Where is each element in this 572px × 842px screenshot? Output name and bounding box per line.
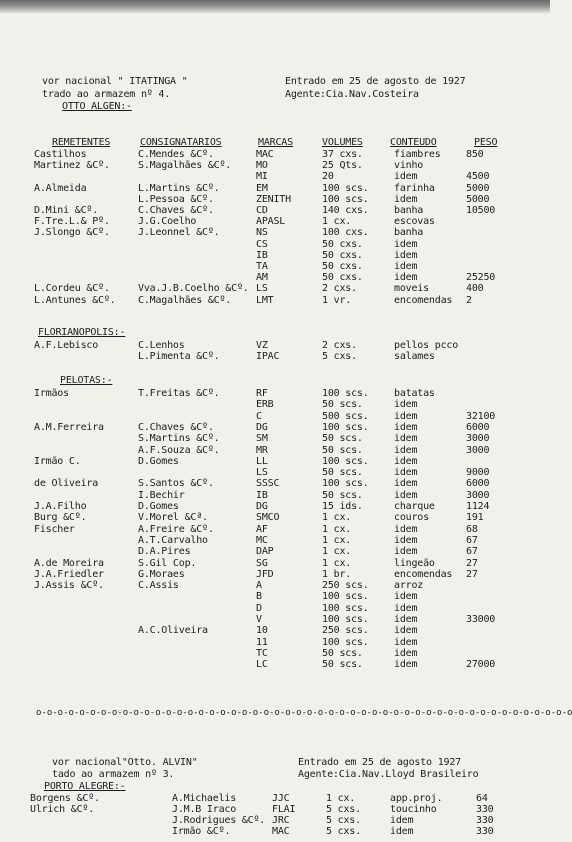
cell-r11-c2: SMCO: [256, 512, 280, 524]
cell-r0-c1: T.Freitas &Cº.: [138, 388, 220, 399]
cell-r12-c4: idem: [394, 523, 418, 535]
cell-r9-c4: idem: [394, 249, 418, 261]
cell-r1-c1: J.M.B Iraco: [172, 804, 237, 815]
section-heading-florianopolis: FLORIANOPOLIS:-: [38, 327, 126, 338]
cell-r0-c1: C.Mendes &Cº.: [138, 149, 214, 160]
cell-r18-c3: 100 scs.: [322, 591, 369, 603]
cell-r1-c1: L.Pimenta &Cº.: [138, 351, 220, 363]
cell-r16-c5: 27: [466, 568, 478, 580]
cell-r1-c3: 5 cxs.: [326, 804, 361, 815]
scan-top-edge: [0, 0, 550, 14]
cell-r2-c2: JRC: [272, 815, 290, 826]
cell-r1-c4: vinho: [394, 160, 424, 172]
cell-r8-c1: S.Santos &Cº.: [138, 478, 214, 490]
cell-r12-c0: L.Cordeu &Cº.: [34, 283, 110, 295]
cell-r7-c2: LS: [256, 467, 268, 479]
cell-r18-c2: B: [256, 591, 262, 603]
origin-heading-2: PORTO ALEGRE:-: [44, 781, 126, 792]
cell-r10-c3: 15 ids.: [322, 501, 363, 512]
ship-line: vor nacional " ITATINGA ": [42, 76, 188, 87]
cell-r10-c0: J.A.Filho: [34, 501, 87, 512]
cell-r0-c2: JJC: [272, 793, 290, 804]
cell-r5-c4: banha: [394, 205, 424, 216]
cell-r12-c4: moveis: [394, 283, 429, 295]
cell-r0-c2: MAC: [256, 149, 274, 160]
cell-r6-c3: 100 scs.: [322, 455, 369, 467]
cell-r2-c3: 20: [322, 171, 334, 183]
cell-r10-c5: 1124: [466, 501, 490, 512]
cell-r1-c5: 330: [476, 804, 494, 815]
cell-r0-c4: app.proj.: [390, 793, 443, 804]
cell-r7-c0: J.Slongo &Cº.: [34, 227, 110, 239]
cell-r4-c5: 3000: [466, 433, 490, 445]
cell-r11-c3: 50 cxs.: [322, 272, 363, 284]
cell-r2-c4: idem: [394, 171, 418, 183]
cell-r8-c0: de Oliveira: [34, 478, 99, 490]
cell-r5-c0: D.Mini &Cº.: [34, 205, 99, 216]
cell-r1-c3: 25 Qts.: [322, 160, 363, 172]
cell-r15-c2: SG: [256, 557, 268, 569]
cell-r5-c5: 3000: [466, 444, 490, 456]
cell-r1-c1: S.Magalhães &Cº.: [138, 160, 232, 172]
cell-r0-c3: 2 cxs.: [322, 340, 357, 351]
cell-r10-c3: 50 cxs.: [322, 261, 363, 272]
arrival-date-2: Entrado em 25 de agosto 1927: [298, 757, 461, 768]
cell-r6-c2: APASL: [256, 216, 286, 228]
cell-r3-c4: farinha: [394, 182, 435, 194]
cell-r3-c5: 5000: [466, 182, 490, 194]
cell-r13-c0: L.Antunes &Cº.: [34, 294, 116, 306]
cell-r10-c4: idem: [394, 261, 418, 272]
cell-r11-c4: couros: [394, 512, 429, 524]
cell-r6-c3: 1 cx.: [322, 216, 352, 228]
cell-r10-c1: D.Gomes: [138, 501, 179, 512]
cell-r0-c3: 1 cx.: [326, 793, 356, 804]
cell-r15-c0: A.de Moreira: [34, 557, 104, 569]
cell-r24-c4: idem: [394, 659, 418, 671]
cell-r9-c3: 50 cxs.: [322, 249, 363, 261]
agent-line-2: Agente:Cia.Nav.Lloyd Brasileiro: [298, 769, 479, 780]
cell-r3-c4: idem: [390, 826, 414, 837]
cell-r10-c2: TA: [256, 261, 268, 272]
cell-r1-c0: Martinez &Cº.: [34, 160, 110, 172]
cell-r20-c2: V: [256, 614, 262, 625]
cell-r0-c0: A.F.Lebisco: [34, 340, 99, 351]
cell-r14-c4: idem: [394, 546, 418, 558]
cell-r16-c0: J.A.Friedler: [34, 568, 104, 580]
cell-r2-c4: idem: [390, 815, 414, 826]
cell-r4-c1: L.Pessoa &Cº.: [138, 193, 214, 205]
cell-r6-c4: idem: [394, 455, 418, 467]
cell-r1-c3: 50 scs.: [322, 399, 363, 411]
cell-r21-c4: idem: [394, 625, 418, 637]
cell-r10-c2: DG: [256, 501, 268, 512]
cell-r0-c2: VZ: [256, 340, 268, 351]
cell-r8-c2: SSSC: [256, 478, 280, 490]
col-header-remetentes: REMETENTES: [52, 137, 111, 148]
cell-r12-c1: Vva.J.B.Coelho &Cº.: [138, 283, 249, 295]
cell-r13-c5: 2: [466, 294, 472, 306]
cell-r9-c1: I.Bechir: [138, 489, 185, 501]
cell-r0-c1: C.Lenhos: [138, 340, 185, 351]
cell-r19-c3: 100 scs.: [322, 602, 369, 614]
section-heading-pelotas: PELOTAS:-: [60, 375, 113, 386]
cell-r8-c3: 100 scs.: [322, 478, 369, 490]
cell-r18-c4: idem: [394, 591, 418, 603]
cell-r5-c3: 140 cxs.: [322, 205, 369, 216]
cell-r5-c1: A.F.Souza &Cº.: [138, 444, 220, 456]
cell-r0-c3: 100 scs.: [322, 388, 369, 399]
cell-r0-c0: Irmãos: [34, 388, 69, 399]
arrival-date: Entrado em 25 de agosto de 1927: [285, 76, 466, 87]
cell-r23-c3: 50 scs.: [322, 647, 363, 659]
cell-r7-c4: banha: [394, 227, 424, 239]
cell-r13-c5: 67: [466, 534, 478, 546]
cell-r6-c1: D.Gomes: [138, 455, 179, 467]
col-header-consignatarios: CONSIGNATARIOS: [140, 137, 222, 148]
cell-r0-c0: Borgens &Cº.: [30, 793, 100, 804]
cell-r7-c3: 50 scs.: [322, 467, 363, 479]
cell-r11-c5: 25250: [466, 272, 496, 284]
cell-r13-c2: LMT: [256, 294, 274, 306]
cell-r4-c1: S.Martins &Cº.: [138, 433, 220, 445]
cell-r7-c4: idem: [394, 467, 418, 479]
cell-r12-c0: Fischer: [34, 523, 75, 535]
cell-r6-c4: escovas: [394, 216, 435, 228]
cell-r3-c1: C.Chaves &Cº.: [138, 421, 214, 433]
cell-r5-c1: C.Chaves &Cº.: [138, 205, 214, 216]
cell-r1-c2: MO: [256, 160, 268, 172]
cell-r8-c4: idem: [394, 238, 418, 250]
cell-r7-c3: 100 cxs.: [322, 227, 369, 239]
cell-r3-c2: EM: [256, 182, 268, 194]
cell-r17-c3: 250 scs.: [322, 580, 369, 592]
cell-r3-c3: 5 cxs.: [326, 826, 361, 837]
cell-r14-c3: 1 cx.: [322, 546, 352, 558]
cell-r13-c1: A.T.Carvalho: [138, 534, 208, 546]
cell-r3-c5: 330: [476, 826, 494, 837]
warehouse-line-2: tado ao armazem nº 3.: [52, 769, 175, 780]
cell-r2-c1: J.Rodrigues &Cº.: [172, 815, 266, 826]
cell-r2-c5: 32100: [466, 410, 496, 422]
cell-r5-c4: idem: [394, 444, 418, 456]
cell-r17-c0: J.Assis &Cº.: [34, 580, 104, 592]
cell-r8-c4: idem: [394, 478, 418, 490]
cell-r21-c1: A.C.Oliveira: [138, 625, 208, 637]
cell-r15-c4: lingeão: [394, 557, 435, 569]
cell-r11-c2: AM: [256, 272, 268, 284]
cell-r4-c5: 5000: [466, 193, 490, 205]
cell-r12-c5: 68: [466, 523, 478, 535]
ship-line-2: vor nacional"Otto. ALVIN": [52, 757, 198, 768]
cell-r12-c2: LS: [256, 283, 268, 295]
cell-r11-c3: 1 cx.: [322, 512, 352, 524]
cell-r3-c0: A.Almeida: [34, 182, 87, 194]
cell-r1-c3: 5 cxs.: [322, 351, 357, 363]
cell-r13-c3: 1 vr.: [322, 294, 352, 306]
cell-r9-c5: 3000: [466, 489, 490, 501]
cell-r19-c4: idem: [394, 602, 418, 614]
cell-r17-c4: arroz: [394, 580, 424, 592]
cell-r3-c4: idem: [394, 421, 418, 433]
cell-r23-c4: idem: [394, 647, 418, 659]
cell-r7-c5: 9000: [466, 467, 490, 479]
cell-r3-c2: DG: [256, 421, 268, 433]
cell-r2-c2: MI: [256, 171, 268, 183]
cell-r23-c2: TC: [256, 647, 268, 659]
cell-r6-c0: F.Tre.L.& Pº.: [34, 216, 110, 228]
cell-r10-c4: charque: [394, 501, 435, 512]
cell-r4-c3: 50 scs.: [322, 433, 363, 445]
cell-r4-c4: idem: [394, 193, 418, 205]
cell-r9-c3: 50 scs.: [322, 489, 363, 501]
cell-r17-c2: A: [256, 580, 262, 592]
cell-r9-c2: IB: [256, 489, 268, 501]
cell-r1-c4: toucinho: [390, 804, 437, 815]
cell-r17-c1: C.Assis: [138, 580, 179, 592]
cell-r11-c4: idem: [394, 272, 418, 284]
cell-r11-c0: Burg &Cº.: [34, 512, 87, 524]
cell-r22-c3: 100 scs.: [322, 636, 369, 648]
cell-r2-c3: 500 scs.: [322, 410, 369, 422]
cell-r12-c5: 400: [466, 283, 484, 295]
cell-r3-c5: 6000: [466, 421, 490, 433]
cell-r5-c5: 10500: [466, 205, 496, 216]
cell-r20-c5: 33000: [466, 614, 496, 625]
origin-heading: OTTO ALGEN:-: [62, 101, 132, 112]
cell-r8-c5: 6000: [466, 478, 490, 490]
cell-r0-c3: 37 cxs.: [322, 149, 363, 160]
cell-r5-c2: MR: [256, 444, 268, 456]
cell-r2-c3: 5 cxs.: [326, 815, 361, 826]
cell-r2-c5: 330: [476, 815, 494, 826]
cell-r16-c1: G.Moraes: [138, 568, 185, 580]
cell-r13-c4: encomendas: [394, 294, 453, 306]
cell-r16-c2: JFD: [256, 568, 274, 580]
cell-r15-c3: 1 cx.: [322, 557, 352, 569]
cell-r6-c0: Irmão C.: [34, 455, 81, 467]
cell-r3-c1: L.Martins &Cº.: [138, 182, 220, 194]
cell-r0-c0: Castilhos: [34, 149, 87, 160]
col-header-conteudo: CONTEUDO: [390, 137, 437, 148]
cell-r0-c2: RF: [256, 388, 268, 399]
cell-r4-c2: ZENITH: [256, 193, 291, 205]
cell-r13-c2: MC: [256, 534, 268, 546]
cell-r1-c4: salames: [394, 351, 435, 363]
cell-r7-c1: J.Leonnel &Cº.: [138, 227, 220, 239]
cell-r20-c4: idem: [394, 614, 418, 625]
cell-r11-c1: V.Morel &Cª.: [138, 512, 208, 524]
cell-r11-c5: 191: [466, 512, 484, 524]
cell-r7-c2: NS: [256, 227, 268, 239]
cell-r21-c2: 10: [256, 625, 268, 637]
cell-r19-c2: D: [256, 602, 262, 614]
cell-r14-c1: D.A.Pires: [138, 546, 191, 558]
cell-r16-c4: encomendas: [394, 568, 453, 580]
cell-r2-c2: C: [256, 410, 262, 422]
cell-r2-c4: idem: [394, 410, 418, 422]
cell-r1-c2: ERB: [256, 399, 274, 411]
cell-r20-c3: 100 scs.: [322, 614, 369, 625]
cell-r4-c2: SM: [256, 433, 268, 445]
cell-r1-c2: FLAI: [272, 804, 296, 815]
cell-r6-c2: LL: [256, 455, 268, 467]
cell-r0-c4: batatas: [394, 388, 435, 399]
cell-r9-c4: idem: [394, 489, 418, 501]
cell-r0-c1: A.Michaelis: [172, 793, 237, 804]
cell-r12-c3: 1 cx.: [322, 523, 352, 535]
cell-r12-c3: 2 cxs.: [322, 283, 357, 295]
cell-r8-c2: CS: [256, 238, 268, 250]
cell-r15-c1: S.Gil Cop.: [138, 557, 197, 569]
cell-r2-c5: 4500: [466, 171, 490, 183]
cell-r3-c3: 100 scs.: [322, 182, 369, 194]
col-header-marcas: MARCAS: [258, 137, 293, 148]
cell-r13-c3: 1 cx.: [322, 534, 352, 546]
cell-r15-c5: 27: [466, 557, 478, 569]
cell-r5-c2: CD: [256, 205, 268, 216]
cell-r22-c4: idem: [394, 636, 418, 648]
cell-r8-c3: 50 cxs.: [322, 238, 363, 250]
cell-r5-c3: 50 scs.: [322, 444, 363, 456]
col-header-peso: PESO: [474, 137, 498, 148]
cell-r21-c3: 250 scs.: [322, 625, 369, 637]
cell-r24-c3: 50 scs.: [322, 659, 363, 671]
cell-r4-c3: 100 scs.: [322, 193, 369, 205]
cell-r0-c5: 850: [466, 149, 484, 160]
cell-r13-c1: C.Magalhães &Cº.: [138, 294, 232, 306]
cell-r0-c4: pellos pcco: [394, 340, 459, 351]
cell-r3-c0: A.M.Ferreira: [34, 421, 104, 433]
cell-r16-c3: 1 br.: [322, 568, 352, 580]
cell-r13-c4: idem: [394, 534, 418, 546]
cell-r1-c0: Ulrich &Cº.: [30, 804, 95, 815]
cell-r14-c5: 67: [466, 546, 478, 558]
cell-r24-c2: LC: [256, 659, 268, 671]
cell-r12-c1: A.Freire &Cº.: [138, 523, 214, 535]
cell-r1-c4: idem: [394, 399, 418, 411]
cell-r1-c2: IPAC: [256, 351, 280, 363]
col-header-volumes: VOLUMES: [322, 137, 363, 148]
cell-r0-c5: 64: [476, 793, 488, 804]
cell-r12-c2: AF: [256, 523, 268, 535]
separator-line: o-o-o-o-o-o-o-o-o-o-o-o-o-o-o-o-o-o-o-o-o-o-o-o-o-o-o-o-o-o-o-o-o-o-o-o-o-o-o-o-o-o-o-o-o-o-o-o-o-o: [36, 708, 572, 718]
cell-r9-c2: IB: [256, 249, 268, 261]
cell-r6-c1: J.G.Coelho: [138, 216, 197, 228]
cell-r24-c5: 27000: [466, 659, 496, 671]
warehouse-line: trado ao armazem nº 4.: [42, 89, 171, 100]
cell-r0-c4: fiambres: [394, 149, 441, 160]
cell-r3-c2: MAC: [272, 826, 290, 837]
cell-r14-c2: DAP: [256, 546, 274, 558]
cell-r22-c2: 11: [256, 636, 268, 648]
cell-r3-c1: Irmão &Cº.: [172, 826, 231, 837]
cell-r3-c3: 100 scs.: [322, 421, 369, 433]
agent-line: Agente:Cia.Nav.Costeira: [285, 89, 419, 100]
cell-r4-c4: idem: [394, 433, 418, 445]
